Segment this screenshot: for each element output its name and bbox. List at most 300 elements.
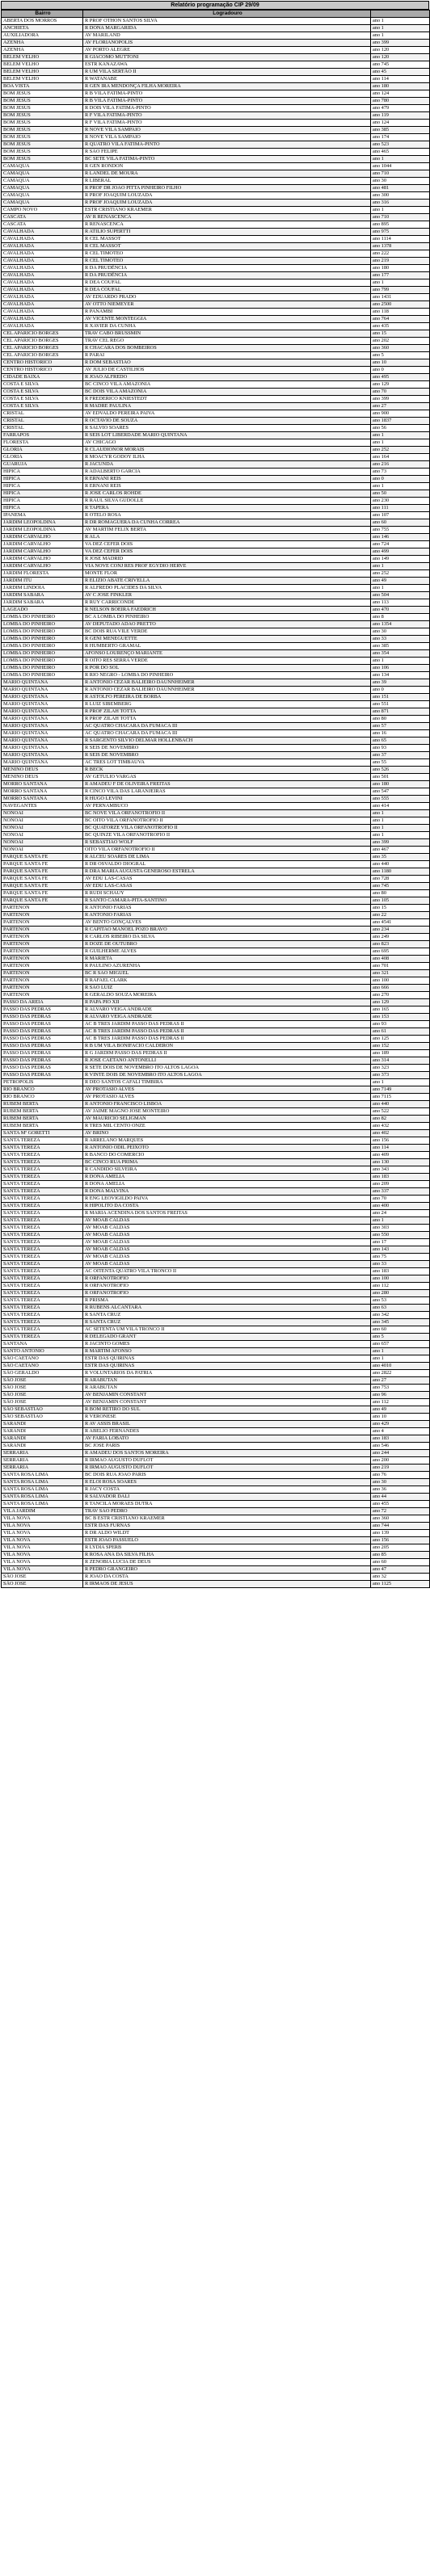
- table-row: [2, 381, 430, 389]
- logradouro-cell: R NOVE VILA SAMPAIO: [83, 127, 371, 134]
- numero-cell: ano 180: [371, 781, 430, 788]
- numero-cell: ano 53: [371, 1297, 430, 1305]
- table-row: [2, 1457, 430, 1464]
- bairro-cell: NONOAI: [2, 810, 83, 817]
- bairro-cell: BELEM VELHO: [2, 69, 83, 76]
- numero-cell: ano 8: [371, 614, 430, 621]
- logradouro-cell: AC B TRES JARDIM PASSO DAS PEDRAS II: [83, 1028, 371, 1036]
- numero-cell: ano 1: [371, 207, 430, 214]
- logradouro-cell: R PEDRO GRANGEIRO: [83, 1566, 371, 1574]
- logradouro-cell: R PROF OTHON SANTOS SILVA: [83, 18, 371, 25]
- numero-cell: ano 1: [371, 32, 430, 40]
- logradouro-cell: R ORFANOTROFIO: [83, 1275, 371, 1283]
- logradouro-cell: R DOZE DE OUTUBRO: [83, 941, 371, 948]
- table-row: [2, 90, 430, 98]
- logradouro-cell: R VOLUNTARIOS DA PATRIA: [83, 1370, 371, 1377]
- numero-cell: ano 303: [371, 1225, 430, 1232]
- logradouro-cell: ESTR DAS FURNAS: [83, 1523, 371, 1530]
- bairro-cell: PARTENON: [2, 970, 83, 977]
- logradouro-cell: R JACINTO GOMES: [83, 1341, 371, 1348]
- table-row: [2, 912, 430, 919]
- table-row: [2, 1159, 430, 1166]
- numero-cell: ano 1: [371, 279, 430, 287]
- logradouro-cell: R HUGO LEVINI: [83, 796, 371, 803]
- numero-cell: ano 93: [371, 745, 430, 752]
- table-row: [2, 1355, 430, 1363]
- logradouro-cell: R ELIZIO ABATE CRIVELLA: [83, 578, 371, 585]
- numero-cell: ano 120: [371, 54, 430, 61]
- numero-cell: ano 22: [371, 912, 430, 919]
- table-row: [2, 1094, 430, 1101]
- logradouro-cell: R GEN RONDON: [83, 163, 371, 170]
- bairro-cell: SARANDI: [2, 1435, 83, 1443]
- logradouro-cell: R MARIA ACENDINA DOS SANTOS FREITAS: [83, 1210, 371, 1217]
- logradouro-cell: R TRES MIL CENTO ONZE: [83, 1123, 371, 1130]
- logradouro-cell: R OCTAVIO DE SOUZA: [83, 418, 371, 425]
- numero-cell: ano 300: [371, 192, 430, 200]
- numero-cell: ano 321: [371, 970, 430, 977]
- bairro-cell: LOMBA DO PINHEIRO: [2, 614, 83, 621]
- logradouro-cell: AC OITENTA QUATRO VILA TRONCO II: [83, 1268, 371, 1275]
- logradouro-cell: R SARGENTO SILVIO DELMAR HOLLENBACH: [83, 738, 371, 745]
- logradouro-cell: BC DOIS RUA VILE VERDE: [83, 628, 371, 636]
- numero-cell: ano 27: [371, 1377, 430, 1385]
- logradouro-cell: R ANTONIO FRANCISCO LISBOA: [83, 1101, 371, 1108]
- numero-cell: ano 1: [371, 18, 430, 25]
- numero-cell: ano 202: [371, 338, 430, 345]
- numero-cell: ano 119: [371, 112, 430, 120]
- table-row: [2, 534, 430, 541]
- bairro-cell: PETROPOLIS: [2, 1079, 83, 1086]
- bairro-cell: NONOAI: [2, 832, 83, 839]
- numero-cell: ano 30: [371, 178, 430, 185]
- logradouro-cell: R ENG LEOVIGILDO PAIVA: [83, 1196, 371, 1203]
- table-row: [2, 1137, 430, 1145]
- table-row: [2, 803, 430, 810]
- table-row: [2, 83, 430, 90]
- table-row: [2, 512, 430, 519]
- bairro-cell: SARANDI: [2, 1428, 83, 1435]
- table-row: [2, 1370, 430, 1377]
- table-row: [2, 1123, 430, 1130]
- logradouro-cell: AV PERNAMBUCO: [83, 803, 371, 810]
- bairro-cell: MARIO QUINTANA: [2, 716, 83, 723]
- table-row: [2, 905, 430, 912]
- bairro-cell: SÃO JOSE: [2, 1574, 83, 1581]
- numero-cell: ano 1044: [371, 163, 430, 170]
- table-row: [2, 708, 430, 716]
- bairro-cell: BOM JESUS: [2, 127, 83, 134]
- bairro-cell: VILA JARDIM: [2, 1508, 83, 1515]
- bairro-cell: BOM JESUS: [2, 112, 83, 120]
- logradouro-cell: R FREDERICO KNIESTEDT: [83, 396, 371, 403]
- bairro-cell: MORRO SANTANA: [2, 781, 83, 788]
- table-row: [2, 1399, 430, 1406]
- table-row: [2, 439, 430, 447]
- table-row: [2, 1348, 430, 1355]
- table-row: [2, 498, 430, 505]
- bairro-cell: CAVALHADA: [2, 279, 83, 287]
- bairro-cell: SÃO SEBASTIAO: [2, 1414, 83, 1421]
- numero-cell: ano 1431: [371, 294, 430, 301]
- numero-cell: ano 105: [371, 897, 430, 905]
- numero-cell: ano 551: [371, 701, 430, 708]
- table-row: [2, 1334, 430, 1341]
- numero-cell: ano 399: [371, 396, 430, 403]
- bairro-cell: GLORIA: [2, 454, 83, 461]
- numero-cell: ano 1: [371, 817, 430, 825]
- numero-cell: ano 180: [371, 265, 430, 272]
- numero-cell: ano 5: [371, 1334, 430, 1341]
- logradouro-cell: R TAPERA: [83, 505, 371, 512]
- bairro-cell: CAMAQUA: [2, 185, 83, 192]
- logradouro-cell: R MADRE PAULINA: [83, 403, 371, 410]
- logradouro-cell: AV GETULIO VARGAS: [83, 774, 371, 781]
- table-row: [2, 643, 430, 650]
- numero-cell: ano 129: [371, 381, 430, 389]
- table-row: [2, 1021, 430, 1028]
- numero-cell: ano 314: [371, 1057, 430, 1065]
- logradouro-cell: R ORFANOTROFIO: [83, 1283, 371, 1290]
- numero-cell: ano 871: [371, 708, 430, 716]
- bairro-cell: SÃO JOSE: [2, 1581, 83, 1588]
- table-row: [2, 570, 430, 578]
- table-row: [2, 1341, 430, 1348]
- bairro-cell: PARQUE SANTA FE: [2, 868, 83, 876]
- table-row: [2, 628, 430, 636]
- table-row: [2, 272, 430, 279]
- bairro-cell: PARTENON: [2, 992, 83, 999]
- numero-cell: ano 360: [371, 1515, 430, 1523]
- bairro-cell: ANCHIETA: [2, 25, 83, 32]
- table-row: [2, 359, 430, 367]
- table-row: [2, 1232, 430, 1239]
- numero-cell: ano 146: [371, 534, 430, 541]
- table-row: [2, 410, 430, 418]
- logradouro-cell: R CEL MASSOT: [83, 243, 371, 250]
- logradouro-cell: R RUBENS ALCANTARA: [83, 1305, 371, 1312]
- numero-cell: ano 111: [371, 505, 430, 512]
- bairro-cell: MARIO QUINTANA: [2, 752, 83, 759]
- numero-cell: ano 16: [371, 730, 430, 738]
- logradouro-cell: R WATANABE: [83, 76, 371, 83]
- bairro-cell: CEL APARICIO BORGES: [2, 352, 83, 359]
- logradouro-cell: R HUMBERTO GRAMAL: [83, 643, 371, 650]
- numero-cell: ano 17: [371, 1239, 430, 1246]
- table-row: [2, 432, 430, 439]
- table-row: [2, 759, 430, 767]
- bairro-cell: SANTA TEREZA: [2, 1319, 83, 1326]
- numero-cell: ano 205: [371, 1544, 430, 1552]
- numero-cell: ano 499: [371, 548, 430, 556]
- logradouro-cell: R DONA AMELIA: [83, 1174, 371, 1181]
- numero-cell: ano 112: [371, 1283, 430, 1290]
- table-row: [2, 476, 430, 483]
- numero-cell: ano 63: [371, 1305, 430, 1312]
- logradouro-cell: R DA PRUDÊNCIA: [83, 272, 371, 279]
- numero-cell: ano 270: [371, 992, 430, 999]
- bairro-cell: NONOAI: [2, 825, 83, 832]
- bairro-cell: NAVEGANTES: [2, 803, 83, 810]
- table-row: [2, 338, 430, 345]
- bairro-cell: SANTA TEREZA: [2, 1166, 83, 1174]
- bairro-cell: SÃO JOSE: [2, 1377, 83, 1385]
- bairro-cell: CAVALHADA: [2, 229, 83, 236]
- bairro-cell: JARDIM LEOPOLDINA: [2, 527, 83, 534]
- numero-cell: ano 470: [371, 607, 430, 614]
- table-row: [2, 1523, 430, 1530]
- table-row: [2, 992, 430, 999]
- logradouro-cell: AV MOAB CALDAS: [83, 1217, 371, 1225]
- logradouro-cell: AC QUATRO CHACARA DA FUMACA III: [83, 730, 371, 738]
- numero-cell: ano 180: [371, 83, 430, 90]
- logradouro-cell: R GENI MENEGUETTE: [83, 636, 371, 643]
- logradouro-cell: AV EDU LAS-CASAS: [83, 876, 371, 883]
- logradouro-cell: R ZENOBIA LUCIA DE DEUS: [83, 1559, 371, 1566]
- numero-cell: ano 244: [371, 1450, 430, 1457]
- numero-cell: ano 1: [371, 432, 430, 439]
- logradouro-cell: R OTELO ROSA: [83, 512, 371, 519]
- numero-cell: ano 93: [371, 1021, 430, 1028]
- numero-cell: ano 354: [371, 650, 430, 658]
- numero-cell: ano 183: [371, 1435, 430, 1443]
- table-row: [2, 730, 430, 738]
- numero-cell: ano 799: [371, 287, 430, 294]
- logradouro-cell: R ALFREDO PLACIDES DA SILVA: [83, 585, 371, 592]
- table-row: [2, 1196, 430, 1203]
- logradouro-cell: R DEA COUFAL: [83, 279, 371, 287]
- numero-cell: ano 429: [371, 1421, 430, 1428]
- table-row: [2, 301, 430, 309]
- numero-cell: ano 1: [371, 585, 430, 592]
- table-row: [2, 1297, 430, 1305]
- bairro-header: Bairro: [2, 11, 83, 18]
- logradouro-cell: R PAULINO AZURENHA: [83, 963, 371, 970]
- table-row: [2, 352, 430, 359]
- table-row: [2, 519, 430, 527]
- logradouro-cell: TRAV SAO PEDRO: [83, 1508, 371, 1515]
- logradouro-cell: R ALA: [83, 534, 371, 541]
- bairro-cell: SANTA TEREZA: [2, 1305, 83, 1312]
- table-row: [2, 447, 430, 454]
- logradouro-cell: R NOVE VILA SAMPAIO: [83, 134, 371, 141]
- numero-cell: ano 465: [371, 149, 430, 156]
- logradouro-cell: R BOM RETIRO DO SUL: [83, 1406, 371, 1414]
- table-row: [2, 832, 430, 839]
- bairro-cell: VILA NOVA: [2, 1515, 83, 1523]
- logradouro-cell: AV PROTASIO ALVES: [83, 1094, 371, 1101]
- numero-cell: ano 323: [371, 1065, 430, 1072]
- logradouro-cell: AFONSO LOURENÇO MARIANTE: [83, 650, 371, 658]
- table-row: [2, 1210, 430, 1217]
- table-row: [2, 1188, 430, 1196]
- bairro-cell: PARQUE SANTA FE: [2, 854, 83, 861]
- numero-cell: ano 234: [371, 927, 430, 934]
- bairro-cell: JARDIM LINDOIA: [2, 585, 83, 592]
- logradouro-cell: BC SETE VILA FATIMA-PINTO: [83, 156, 371, 163]
- table-row: [2, 767, 430, 774]
- table-row: [2, 403, 430, 410]
- table-row: [2, 1312, 430, 1319]
- bairro-cell: PARTENON: [2, 985, 83, 992]
- table-row: [2, 970, 430, 977]
- logradouro-cell: R ATILIO SUPERTTI: [83, 229, 371, 236]
- table-row: [2, 505, 430, 512]
- logradouro-cell: R CINCO VILA DAS LARANJEIRAS: [83, 788, 371, 796]
- table-row: [2, 32, 430, 40]
- table-row: [2, 323, 430, 330]
- numero-cell: ano 37: [371, 752, 430, 759]
- table-row: [2, 1072, 430, 1079]
- bairro-cell: PASSO DAS PEDRAS: [2, 1072, 83, 1079]
- numero-cell: ano 280: [371, 1290, 430, 1297]
- bairro-cell: RUBEM BERTA: [2, 1101, 83, 1108]
- logradouro-cell: BC R SAO MIGUEL: [83, 970, 371, 977]
- bairro-cell: PARTENON: [2, 956, 83, 963]
- numero-cell: ano 316: [371, 200, 430, 207]
- numero-cell: ano 216: [371, 461, 430, 469]
- table-row: [2, 1043, 430, 1050]
- table-row: [2, 556, 430, 563]
- logradouro-cell: BC QUINZE VILA ORFANOTROFIO II: [83, 832, 371, 839]
- logradouro-cell: AV MOAB CALDAS: [83, 1225, 371, 1232]
- numero-cell: ano 33: [371, 636, 430, 643]
- table-row: [2, 185, 430, 192]
- table-row: [2, 1057, 430, 1065]
- bairro-cell: PARQUE SANTA FE: [2, 897, 83, 905]
- bairro-cell: MARIO QUINTANA: [2, 759, 83, 767]
- numero-cell: ano 764: [371, 316, 430, 323]
- logradouro-cell: AV MOAB CALDAS: [83, 1232, 371, 1239]
- bairro-cell: SANTA ROSA LIMA: [2, 1494, 83, 1501]
- numero-cell: ano 385: [371, 127, 430, 134]
- numero-cell: ano 82: [371, 1116, 430, 1123]
- table-row: [2, 461, 430, 469]
- bairro-cell: SANTA TEREZA: [2, 1283, 83, 1290]
- table-row: [2, 200, 430, 207]
- numero-cell: ano 96: [371, 1392, 430, 1399]
- logradouro-cell: R ANTONIO ODIL PEIXOTO: [83, 1145, 371, 1152]
- logradouro-cell: AV MAURICIO SELIGMAN: [83, 1116, 371, 1123]
- bairro-cell: CAVALHADA: [2, 316, 83, 323]
- logradouro-cell: R ANTONIO FARIAS: [83, 905, 371, 912]
- numero-cell: ano 143: [371, 1246, 430, 1254]
- table-row: [2, 1552, 430, 1559]
- table-row: [2, 1283, 430, 1290]
- logradouro-cell: R ARABUTAN: [83, 1377, 371, 1385]
- report-title: Relatório programação CIP 29/09: [1, 1, 429, 10]
- numero-cell: ano 547: [371, 788, 430, 796]
- bairro-cell: CAVALHADA: [2, 323, 83, 330]
- logradouro-cell: R DOM SEBASTIAO: [83, 359, 371, 367]
- numero-cell: ano 124: [371, 90, 430, 98]
- bairro-cell: SANTA TEREZA: [2, 1159, 83, 1166]
- table-row: [2, 621, 430, 628]
- numero-cell: ano 177: [371, 272, 430, 279]
- bairro-cell: HIPICA: [2, 483, 83, 490]
- numero-cell: ano 80: [371, 716, 430, 723]
- logradouro-cell: R CARLOS RIBEIRO DA SILVA: [83, 934, 371, 941]
- logradouro-cell: R MARTIM AFONSO: [83, 1348, 371, 1355]
- logradouro-cell: AC B TRES JARDIM PASSO DAS PEDRAS II: [83, 1036, 371, 1043]
- logradouro-cell: R SEBASTIAO WOLF: [83, 839, 371, 847]
- bairro-cell: PARTENON: [2, 941, 83, 948]
- bairro-cell: COSTA E SILVA: [2, 403, 83, 410]
- table-row: [2, 738, 430, 745]
- logradouro-cell: R DEA COUFAL: [83, 287, 371, 294]
- numero-cell: ano 15: [371, 330, 430, 338]
- numero-cell: ano 32: [371, 1574, 430, 1581]
- logradouro-cell: AC TRES LOT TIMBAUVA: [83, 759, 371, 767]
- bairro-cell: LOMBA DO PINHEIRO: [2, 628, 83, 636]
- numero-cell: ano 60: [371, 1326, 430, 1334]
- table-row: [2, 1406, 430, 1414]
- numero-cell: ano 342: [371, 1312, 430, 1319]
- table-row: [2, 279, 430, 287]
- table-row: [2, 309, 430, 316]
- table-row: [2, 956, 430, 963]
- table-row: [2, 1443, 430, 1450]
- numero-cell: ano 100: [371, 1275, 430, 1283]
- bairro-cell: VILA NOVA: [2, 1566, 83, 1574]
- logradouro-cell: AV JAIME MAGNO JOSE MONTEIRO: [83, 1108, 371, 1116]
- numero-cell: ano 209: [371, 1181, 430, 1188]
- numero-cell: ano 399: [371, 40, 430, 47]
- logradouro-cell: R CEL MASSOT: [83, 236, 371, 243]
- logradouro-cell: R SANTO CAMARA-PITA-SANTINO: [83, 897, 371, 905]
- numero-cell: ano 745: [371, 61, 430, 69]
- bairro-cell: FLORESTA: [2, 439, 83, 447]
- bairro-cell: SANTA TEREZA: [2, 1188, 83, 1196]
- numero-cell: ano 745: [371, 883, 430, 890]
- numero-cell: ano 1125: [371, 1581, 430, 1588]
- bairro-cell: MARIO QUINTANA: [2, 708, 83, 716]
- bairro-cell: BOM JESUS: [2, 156, 83, 163]
- numero-cell: ano 219: [371, 1464, 430, 1472]
- logradouro-cell: AV MOAB CALDAS: [83, 1254, 371, 1261]
- numero-cell: ano 385: [371, 643, 430, 650]
- bairro-cell: NONOAI: [2, 839, 83, 847]
- logradouro-cell: OITO VILA ORFANOTROFIO II: [83, 847, 371, 854]
- numero-cell: ano 252: [371, 570, 430, 578]
- bairro-cell: SANTA ROSA LIMA: [2, 1472, 83, 1479]
- logradouro-header: Logradouro: [83, 11, 371, 18]
- bairro-cell: LOMBA DO PINHEIRO: [2, 643, 83, 650]
- numero-cell: ano 72: [371, 1508, 430, 1515]
- bairro-cell: VILA NOVA: [2, 1530, 83, 1537]
- table-row: [2, 1166, 430, 1174]
- spreadsheet: [1, 1, 429, 1588]
- numero-cell: ano 666: [371, 985, 430, 992]
- bairro-cell: SANTANA: [2, 1341, 83, 1348]
- table-row: [2, 796, 430, 803]
- bairro-cell: PASSO DAS PEDRAS: [2, 1028, 83, 1036]
- numero-cell: ano 728: [371, 876, 430, 883]
- bairro-cell: SERRARIA: [2, 1457, 83, 1464]
- bairro-cell: RIO BRANCO: [2, 1086, 83, 1094]
- table-row: [2, 1464, 430, 1472]
- numero-cell: ano 495: [371, 374, 430, 381]
- bairro-cell: JARDIM CARVALHO: [2, 541, 83, 548]
- numero-cell: ano 76: [371, 1472, 430, 1479]
- table-row: [2, 1544, 430, 1552]
- numero-cell: ano 113: [371, 599, 430, 607]
- logradouro-cell: R RUY CARRICONDE: [83, 599, 371, 607]
- table-row: [2, 999, 430, 1006]
- table-row: [2, 469, 430, 476]
- numero-cell: ano 10: [371, 1414, 430, 1421]
- logradouro-cell: BC DOIS RUA JOAO PARIS: [83, 1472, 371, 1479]
